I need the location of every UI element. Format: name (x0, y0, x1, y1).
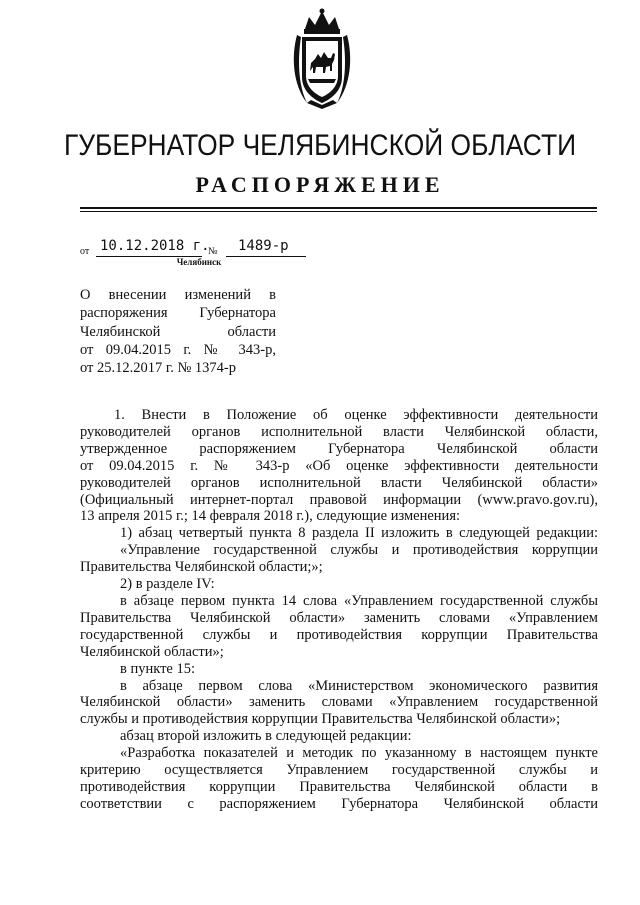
body-line: 1) абзац четвертый пункта 8 раздела II изложить в следующей редакции: (120, 525, 598, 542)
number-label: № (208, 246, 218, 257)
body-line: Челябинской области»; (80, 643, 224, 660)
body-line: «Управление государственной службы и противодействия коррупции (120, 542, 598, 559)
issuing-authority-title: ГУБЕРНАТОР ЧЕЛЯБИНСКОЙ ОБЛАСТИ (63, 129, 577, 162)
body-line: в абзаце первом слова «Министерством экономического развития (120, 677, 598, 694)
body-line: 1. Внести в Положение об оценке эффективности деятельности (114, 407, 598, 423)
body-line: руководителей органов исполнительной власти Челябинской области, (80, 423, 598, 440)
body-line: в пункте 15: (120, 660, 196, 677)
subject-line: распоряжения Губернатора (80, 305, 276, 322)
body-line: критерию осуществляется Управлением государственной службы и (80, 762, 598, 779)
body-line: Правительства Челябинской области;»; (80, 559, 323, 576)
body-line: «Разработка показателей и методик по указанному в настоящем пункте (120, 745, 598, 762)
subject-line: от 25.12.2017 г. № 1374-р (80, 360, 236, 377)
number-underline (226, 256, 306, 257)
date-label: от (80, 246, 90, 257)
body-line: абзац второй изложить в следующей редакции: (120, 728, 412, 745)
subject-line: от 09.04.2015 г. № 343-р, (80, 341, 276, 358)
body-line: службы и противодействия коррупции Правительства Челябинской области»; (80, 711, 561, 728)
body-line: Челябинской области» заменить словами «Управлением государственной (80, 694, 598, 711)
body-line: от 09.04.2015 г. № 343-р «Об оценке эффективности деятельности (80, 457, 598, 474)
coat-of-arms-icon (289, 7, 355, 111)
body-line: утвержденное распоряжением Губернатора Челябинской области (80, 440, 598, 457)
body-line: соответствии с распоряжением Губернатора Челябинской области (80, 795, 598, 812)
body-line: руководителей органов исполнительной власти Челябинской области» (80, 474, 598, 491)
body-line: (Официальный интернет-портал правовой информации (www.pravo.gov.ru), (80, 491, 598, 508)
document-subject (80, 286, 276, 377)
document-body (80, 407, 598, 813)
document-type-title: РАСПОРЯЖЕНИЕ (195, 172, 445, 197)
subject-line: Челябинской области (80, 323, 276, 340)
subject-line: О внесении изменений в (80, 287, 276, 303)
header-divider-thin (80, 211, 597, 212)
body-line: противодействия коррупции Правительства Челябинской области в (80, 778, 598, 795)
document-date: 10.12.2018 г. (100, 238, 210, 254)
issuing-city: Челябинск (176, 257, 222, 267)
header-divider (80, 207, 597, 209)
body-line: 13 апреля 2015 г.; 14 февраля 2018 г.), следующие изменения: (80, 508, 461, 525)
body-line: в абзаце первом пункта 14 слова «Управлением государственной службы (120, 592, 598, 609)
document-number: 1489-р (238, 238, 289, 254)
body-line: Правительства Челябинской области» заменить словами «Управлением (80, 609, 598, 626)
body-line: 2) в разделе IV: (120, 576, 215, 593)
body-line: государственной службы и противодействия коррупции Правительства (80, 626, 598, 643)
